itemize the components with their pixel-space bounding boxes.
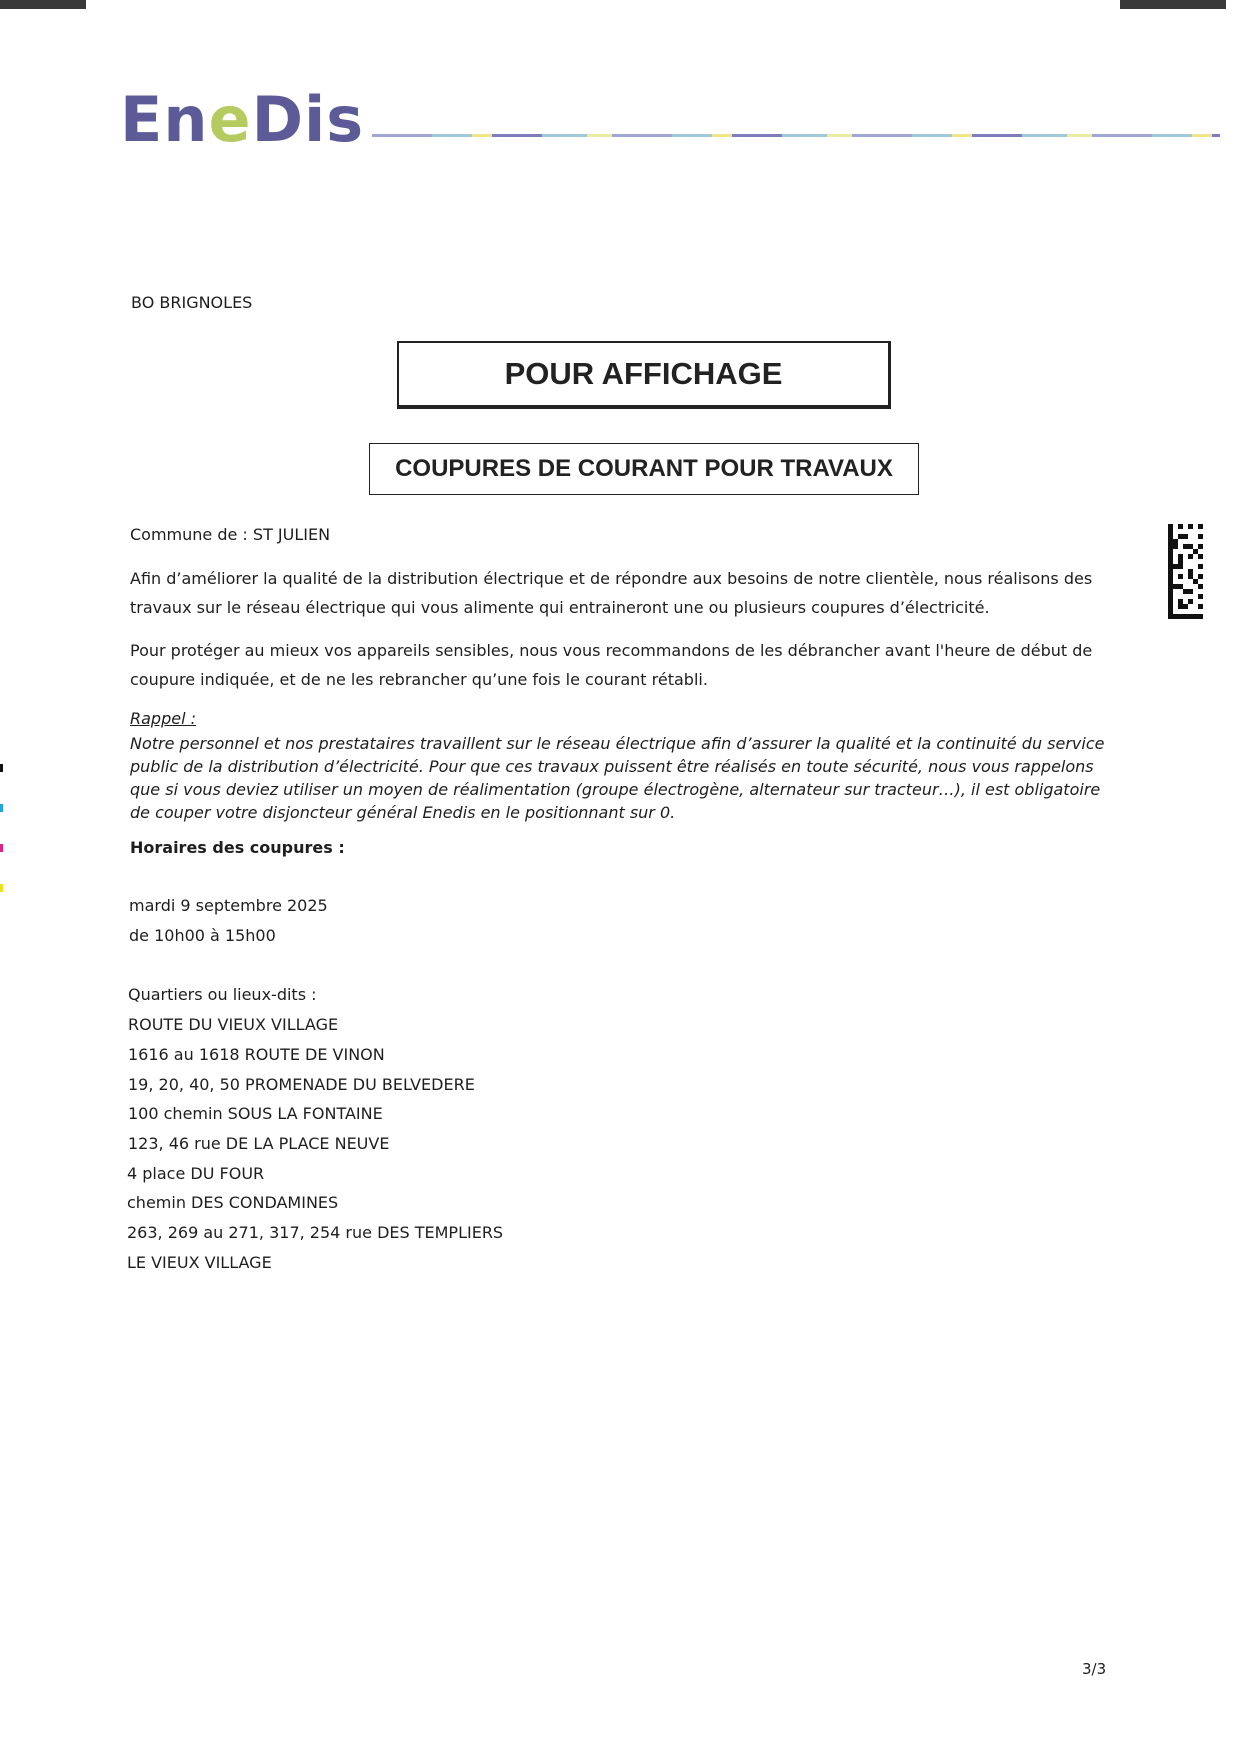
location-item: LE VIEUX VILLAGE (127, 1253, 272, 1272)
outage-date: mardi 9 septembre 2025 (129, 896, 328, 915)
enedis-logo: EneDis (120, 83, 365, 156)
location-item: 19, 20, 40, 50 PROMENADE DU BELVEDERE (128, 1075, 475, 1094)
registration-mark-magenta (0, 844, 3, 852)
location-item: 1616 au 1618 ROUTE DE VINON (128, 1045, 385, 1064)
rappel-text: Notre personnel et nos prestataires travaillent sur le réseau électrique afin d’assurer la qualité et la continuité du service public de la distribution d’électricité. Pour que ces travaux puissent être réalisés en toute sécurité, nous vous rappelons que si vous deviez utiliser un moyen de réalimentation (groupe électrogène, alternateur sur tracteur…), il est obligatoire de couper votre disjoncteur général Enedis en le positionnant sur 0. (130, 734, 1105, 822)
registration-mark-cyan (0, 804, 3, 812)
registration-mark-yellow (0, 884, 3, 892)
display-title-box (397, 341, 891, 409)
outage-time: de 10h00 à 15h00 (129, 926, 276, 945)
subtitle: COUPURES DE COURANT POUR TRAVAUX (395, 455, 893, 482)
display-title: POUR AFFICHAGE (504, 356, 783, 391)
paragraph-intro: Afin d’améliorer la qualité de la distribution électrique et de répondre aux besoins de notre clientèle, nous réalisons des travaux sur le réseau électrique qui vous alimente qui entraineront une ou plusieurs coupures d’électricité. (130, 569, 1093, 617)
page-number: 3/3 (1082, 1660, 1107, 1678)
horaires-heading: Horaires des coupures : (130, 838, 345, 857)
location-item: 263, 269 au 271, 317, 254 rue DES TEMPLIERS (127, 1223, 504, 1242)
commune: Commune de : ST JULIEN (130, 525, 331, 544)
logo-rule (372, 134, 1220, 137)
agency-name: BO BRIGNOLES (131, 293, 253, 312)
datamatrix-barcode-icon (1168, 523, 1203, 620)
rappel-heading: Rappel : (130, 709, 197, 728)
scan-mark-left (0, 0, 86, 9)
scan-mark-right (1120, 0, 1226, 9)
location-item: 123, 46 rue DE LA PLACE NEUVE (128, 1134, 390, 1153)
location-item: 4 place DU FOUR (127, 1164, 265, 1183)
location-item: ROUTE DU VIEUX VILLAGE (128, 1015, 339, 1034)
registration-mark-black (0, 764, 3, 772)
quartiers-heading: Quartiers ou lieux-dits : (128, 985, 317, 1004)
location-item: chemin DES CONDAMINES (127, 1193, 339, 1212)
subtitle-box (369, 443, 919, 495)
location-item: 100 chemin SOUS LA FONTAINE (128, 1104, 383, 1123)
paragraph-advice: Pour protéger au mieux vos appareils sensibles, nous vous recommandons de les débrancher avant l'heure de début de coupure indiquée, et de ne les rebrancher qu’une fois le courant rétabli. (130, 641, 1093, 689)
